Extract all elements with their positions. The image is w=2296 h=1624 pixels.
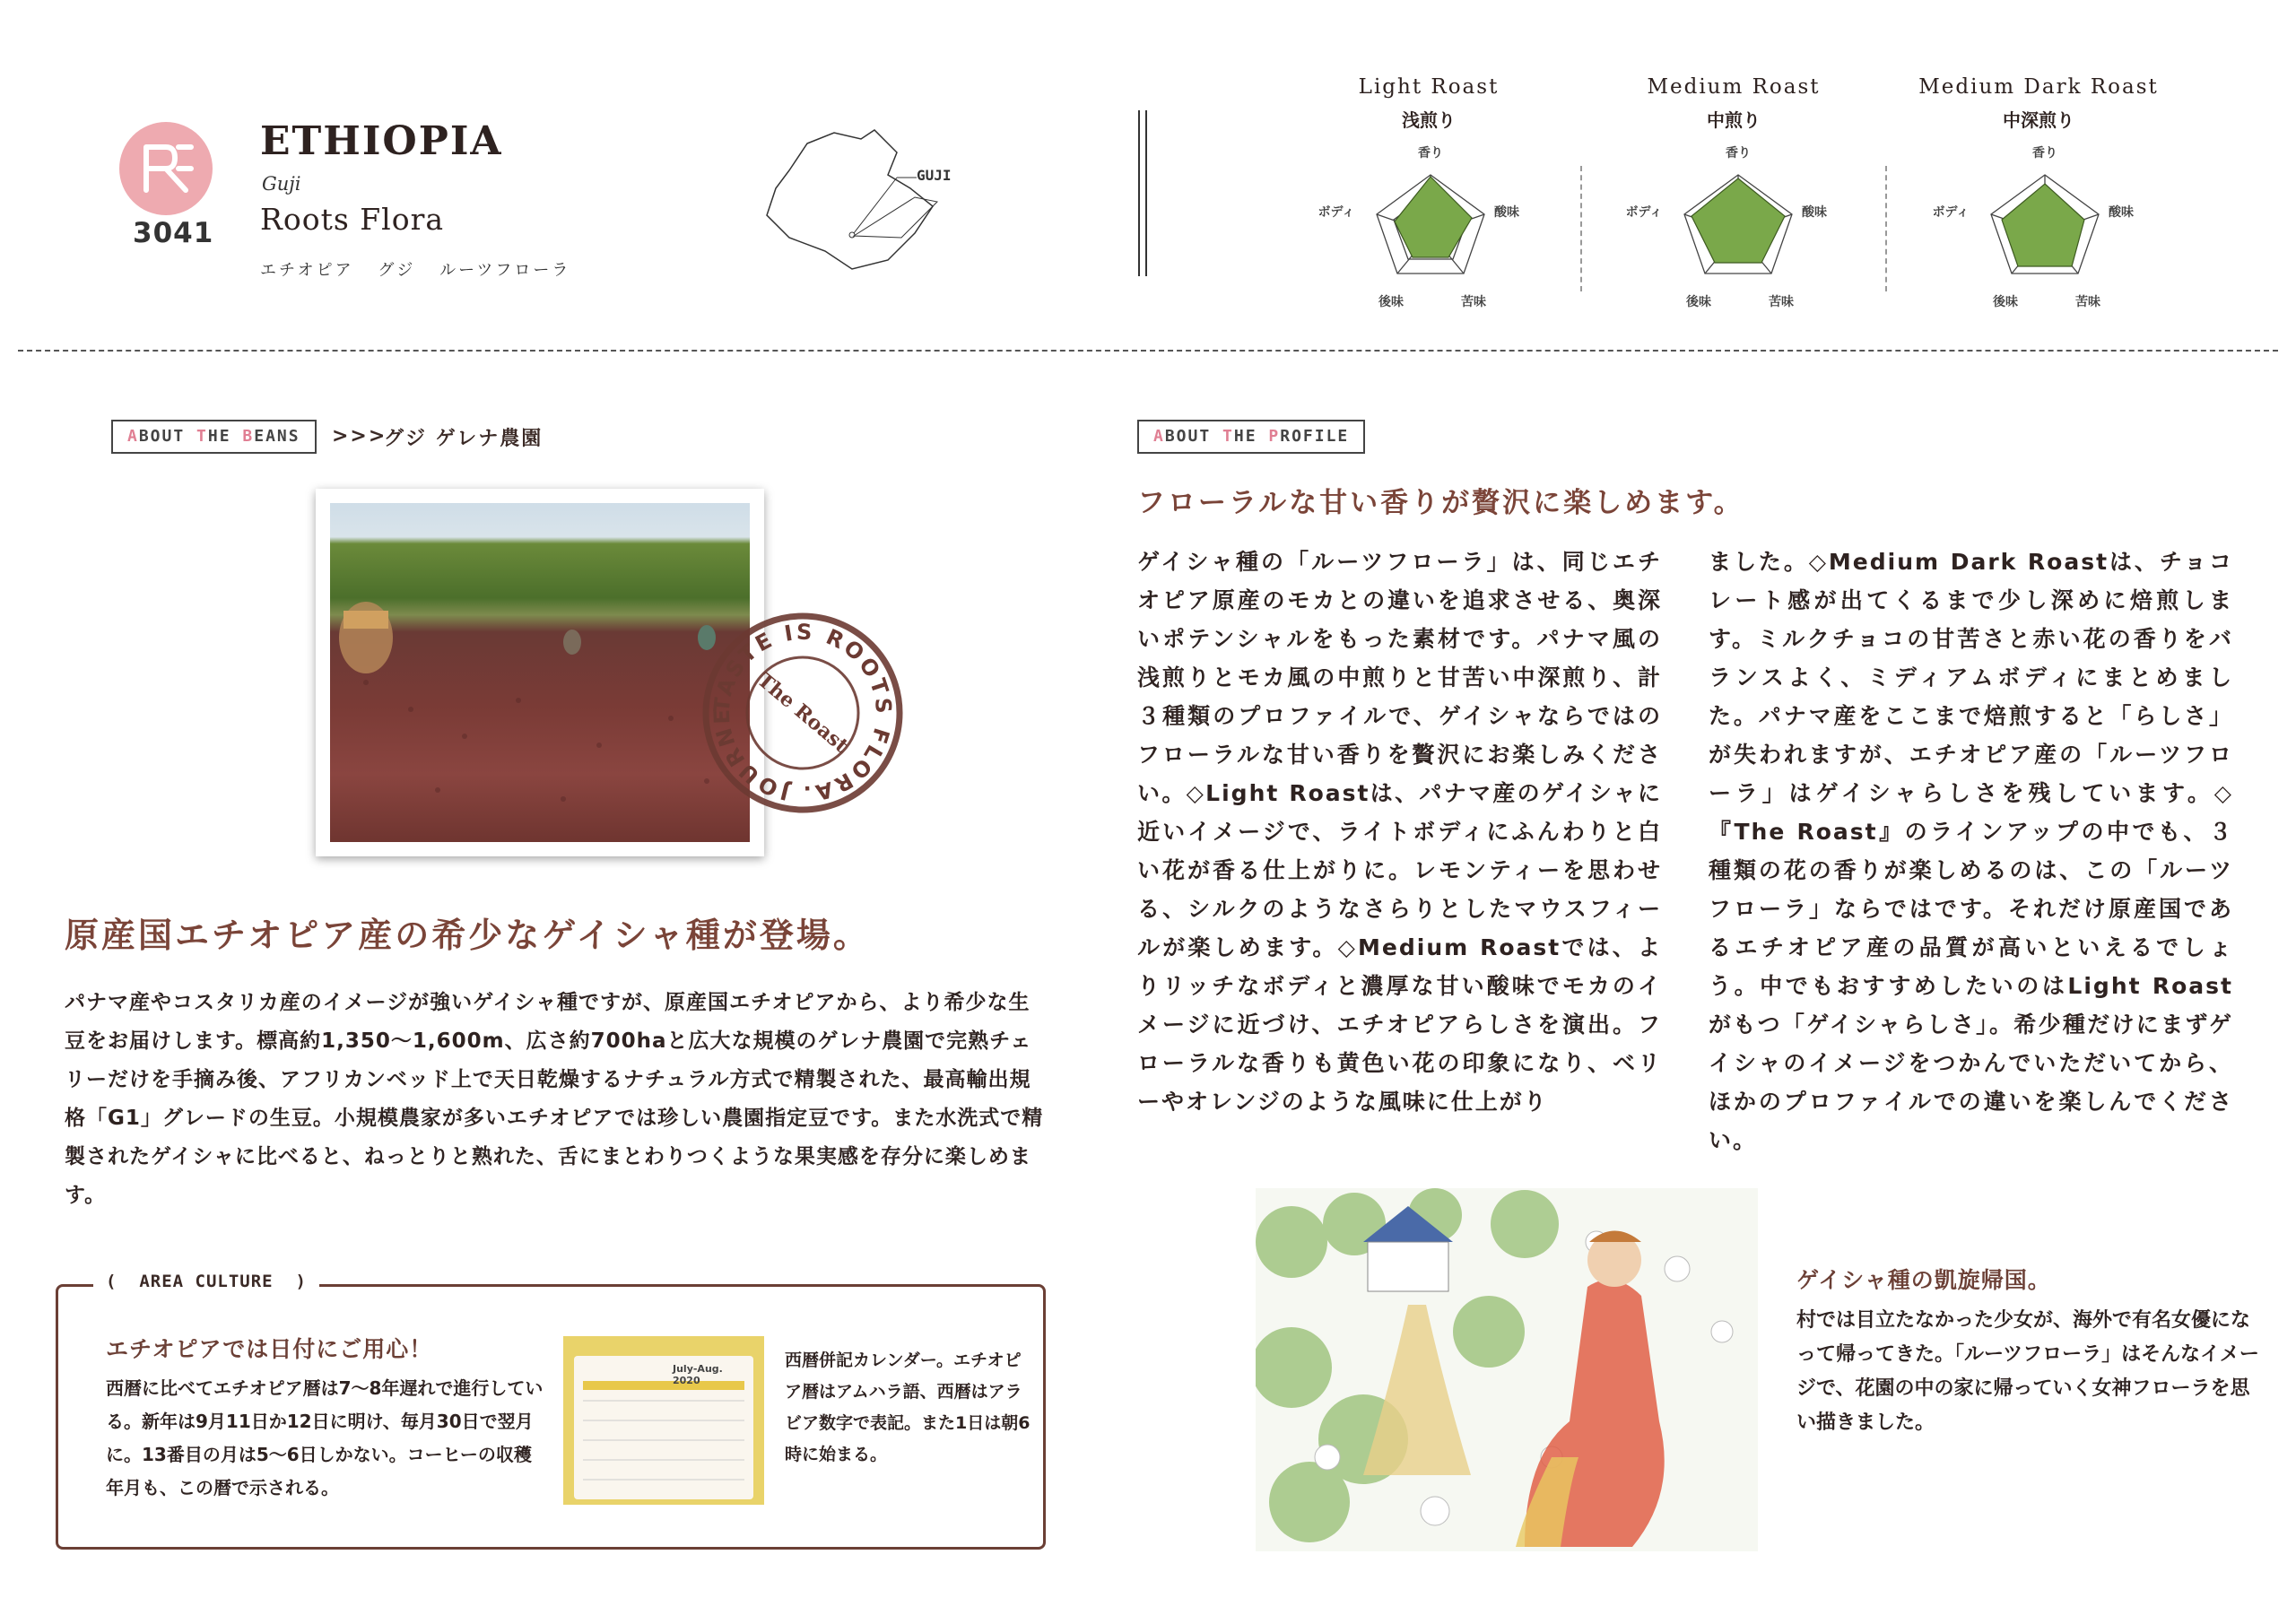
farm-photo — [316, 489, 764, 856]
svg-text:酸味: 酸味 — [1802, 205, 1827, 220]
profile-column-2: ました。◇Medium Dark Roastは、チョコレート感が出てくるまで少し深めに焙煎します。ミルクチョコの甘苦さと赤い花の香りをバランスよく、ミディアムボディにまとめました。パナマ産をここまで焙煎すると「らしさ」が失われますが、エチオピア産の「ルーツフローラ」はゲイシャらしさを残しています。◇『The Roast』のラインアップの中でも、３種類の花の香りが楽しめるのは、この「ルーツフローラ」ならではです。それだけ原産国であるエチオピア産の品質が高いといえるでしょう。中でもおすすめしたいのはLight Roastがもつ「ゲイシャらしさ」。希少種だけにまずゲイシャのイメージをつかんでいただいてから、ほかのプロファイルでの違いを楽しんでください。 — [1709, 549, 2233, 1153]
roast-jp-medium: 中煎り — [1707, 109, 1761, 131]
country-title: ETHIOPIA — [260, 118, 503, 164]
flora-body: 村では目立たなかった少女が、海外で有名女優になって帰ってきた。「ルーツフローラ」はそんなイメージで、花園の中の家に帰っていく女神フローラを思い描きました。 — [1796, 1309, 2259, 1434]
svg-text:ボディ: ボディ — [1932, 205, 1970, 220]
flora-heading: ゲイシャ種の凱旋帰国。 — [1796, 1267, 2051, 1293]
calendar-note: 西暦併記カレンダー。エチオピア暦はアムハラ語、西暦はアラビア数字で表記。また1日は朝6時に始まる。 — [785, 1350, 1031, 1464]
svg-text:ボディ: ボディ — [1318, 205, 1355, 220]
svg-text:苦味: 苦味 — [2075, 295, 2100, 309]
drying-beds-photo — [330, 503, 750, 842]
svg-text:香り: 香り — [2032, 146, 2057, 161]
logo-mark-icon — [119, 122, 213, 215]
roots-flora-stamp — [700, 610, 906, 816]
roast-jp-light: 浅煎り — [1402, 109, 1456, 131]
svg-text:酸味: 酸味 — [2109, 205, 2134, 220]
svg-text:香り: 香り — [1726, 146, 1751, 161]
product-code: 3041 — [133, 217, 214, 249]
profile-heading: フローラルな甘い香りが贅沢に楽しめます。 — [1137, 487, 1744, 519]
area-culture-label: ( AREA CULTURE ) — [93, 1272, 319, 1291]
beans-heading: 原産国エチオピア産の希少なゲイシャ種が登場。 — [65, 916, 870, 955]
brand-logo — [119, 122, 213, 215]
roast-title-medium: Medium Roast — [1647, 75, 1821, 99]
svg-text:苦味: 苦味 — [1769, 295, 1794, 309]
svg-text:後味: 後味 — [1993, 295, 2018, 309]
svg-text:香り: 香り — [1418, 146, 1443, 161]
area-culture-body: 西暦に比べてエチオピア暦は7〜8年遅れで進行している。新年は9月11日か12日に明け、毎月30日で翌月に。13番目の月は5〜6日しかない。コーヒーの収穫年月も、この暦で示される。 — [106, 1377, 544, 1498]
flora-garden-illustration — [1256, 1188, 1758, 1551]
svg-text:ボディ: ボディ — [1625, 205, 1663, 220]
header-divider — [1138, 110, 1147, 276]
calendar-photo — [563, 1336, 764, 1505]
region-name: Guji — [262, 173, 301, 195]
roast-divider — [1885, 166, 1887, 291]
map-label: GUJI — [917, 167, 952, 184]
roast-title-light: Light Roast — [1358, 75, 1500, 99]
beans-body: パナマ産やコスタリカ産のイメージが強いゲイシャ種ですが、原産国エチオピアから、より希少な生豆をお届けします。標高約1,350～1,600m、広さ約700haと広大な規模のゲレナ農園で完熟チェリーだけを手摘み後、アフリカンベッド上で天日乾燥するナチュラル方式で精製された、最高輸出規格「G1」グレードの生豆。小規模農家が多いエチオピアでは珍しい農園指定豆です。また水洗式で精製されたゲイシャに比べると、ねっとりと熟れた、舌にまとわりつくような果実感を存分に楽しめます。 — [65, 991, 1044, 1207]
svg-text:後味: 後味 — [1378, 295, 1404, 309]
profile-column-1: ゲイシャ種の「ルーツフローラ」は、同じエチオピア原産のモカとの違いを追求させる、奥深いポテンシャルをもった素材です。パナマ風の浅煎りとモカ風の中煎りと甘苦い中深煎り、計３種類のプロファイルで、ゲイシャならではのフローラルな甘い香りを贅沢にお楽しみください。◇Light Roastは、パナマ産のゲイシャに近いイメージで、ライトボディにふんわりと白い花が香る仕上がりに。レモンティーを思わせる、シルクのようなさらりとしたマウスフィールが楽しめます。◇Medium Roastでは、よりリッチなボディと濃厚な甘い酸味でモカのイメージに近づけ、エチオピアらしさを演出。フローラルな香りも黄色い花の印象になり、ベリーやオレンジのような風味に仕上がり — [1137, 549, 1662, 1115]
svg-text:TASTE IS ROOTS FLORA. JOURNEY: TASTE IS ROOTS FLORA. JOURNE — [709, 619, 897, 807]
roast-jp-medium-dark: 中深煎り — [2003, 109, 2074, 131]
bean-name: Roots Flora — [260, 202, 445, 237]
japanese-name: エチオピア グジ ルーツフローラ — [260, 261, 571, 280]
svg-text:後味: 後味 — [1686, 295, 1711, 309]
farm-name: グジ ゲレナ農園 — [384, 428, 544, 450]
about-beans-tag: ABOUT THE BEANS — [111, 420, 317, 454]
roast-title-medium-dark: Medium Dark Roast — [1918, 75, 2159, 99]
roast-divider — [1580, 166, 1582, 291]
header-separator — [18, 350, 2278, 352]
radar-medium-dark — [1928, 139, 2161, 318]
ethiopia-map — [753, 126, 960, 278]
svg-text:The Roast: The Roast — [752, 668, 853, 758]
svg-text:苦味: 苦味 — [1461, 295, 1486, 309]
about-profile-tag: ABOUT THE PROFILE — [1137, 420, 1365, 454]
radar-medium — [1622, 139, 1855, 318]
calendar-title: July-Aug. 2020 — [673, 1363, 723, 1386]
svg-text:酸味: 酸味 — [1494, 205, 1519, 220]
radar-light — [1314, 139, 1547, 318]
area-culture-heading: エチオピアでは日付にご用心！ — [106, 1336, 433, 1362]
breadcrumb-arrow: >>> — [332, 425, 387, 447]
